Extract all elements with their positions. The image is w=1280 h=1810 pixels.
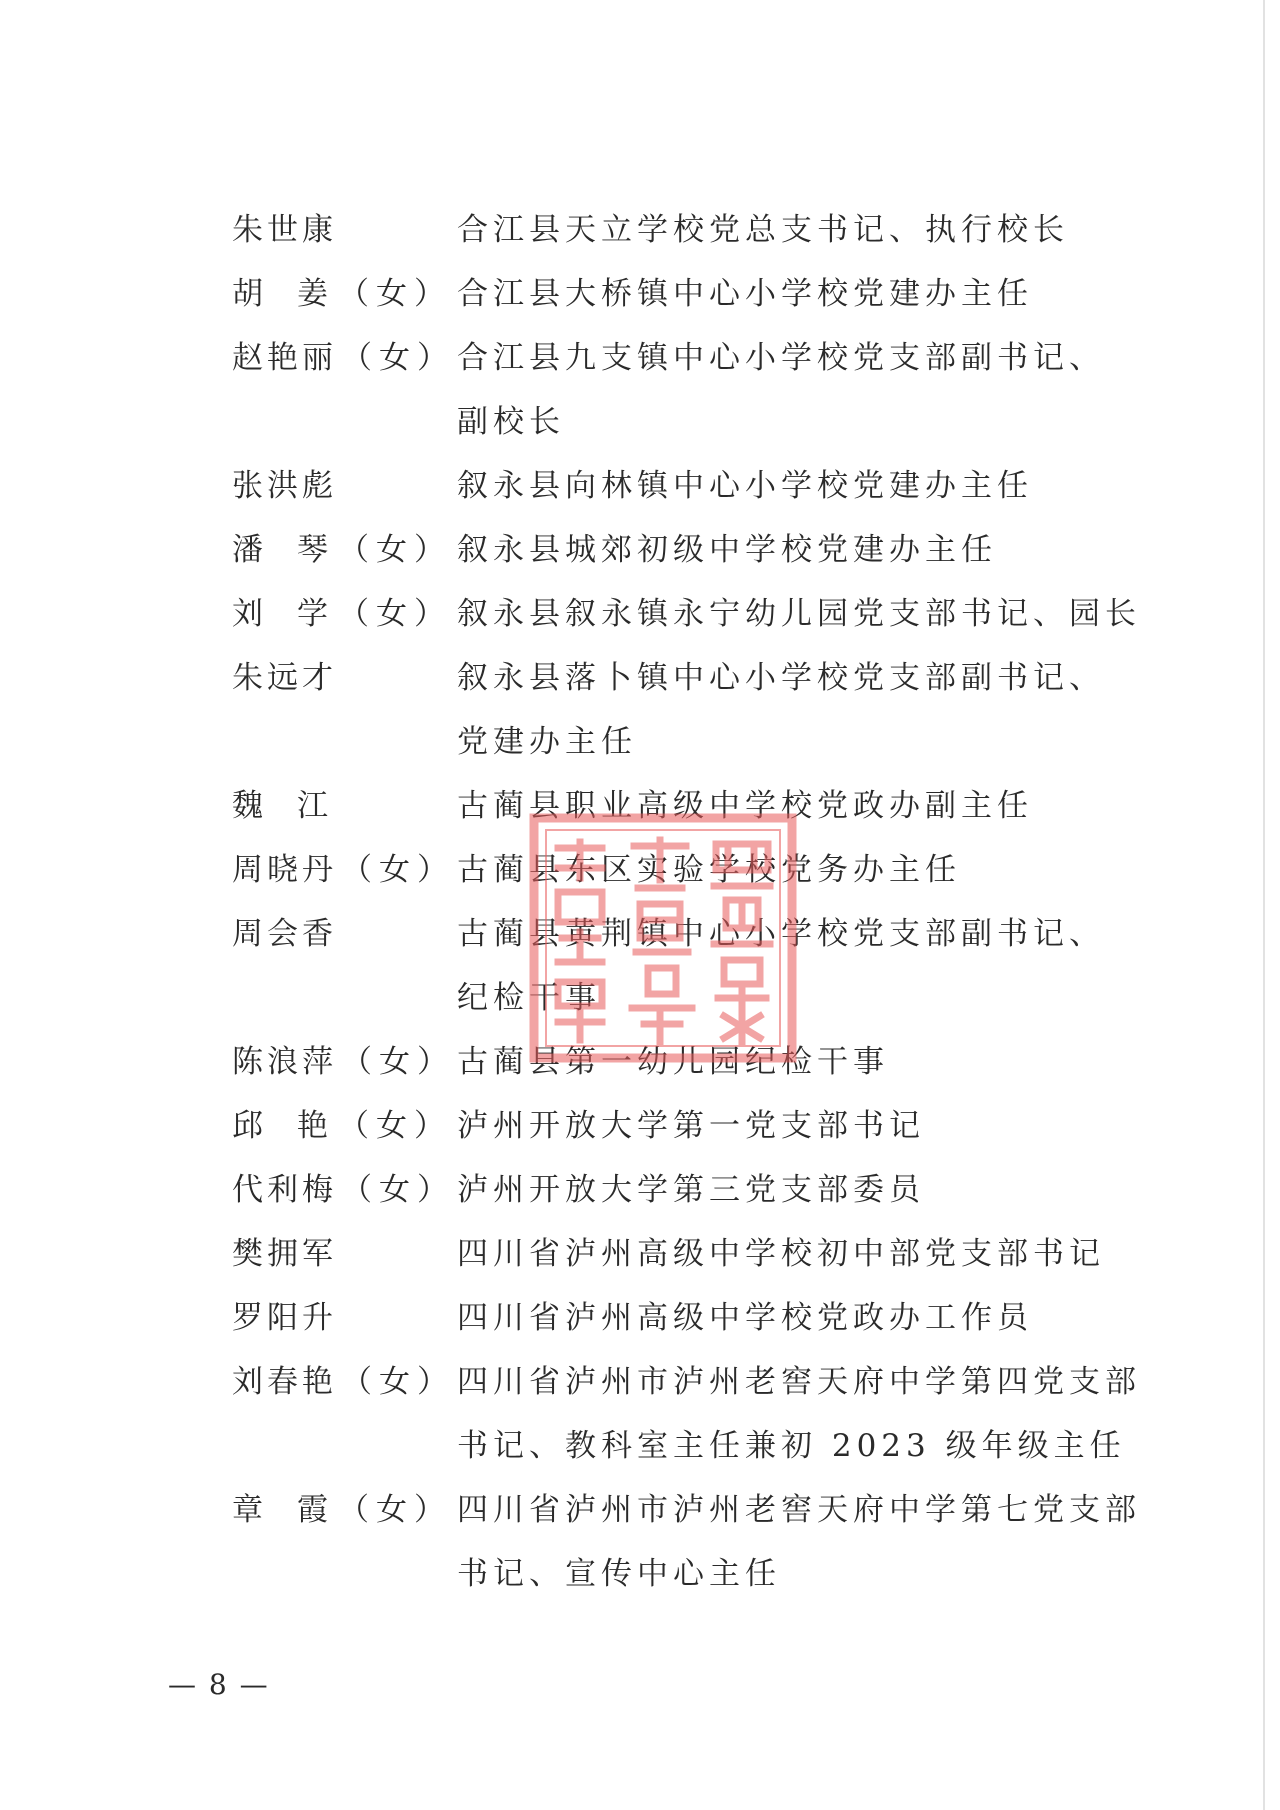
person-name-text: 刘 学	[232, 596, 328, 632]
position-title-line: 古蔺县职业高级中学校党政办副主任	[457, 788, 1033, 824]
position-title-line: 四川省泸州高级中学校党政办工作员	[457, 1300, 1033, 1336]
person-name	[232, 1222, 457, 1286]
page-number: — 8 —	[168, 1668, 270, 1701]
roster-entry	[232, 262, 1132, 326]
position-title-line: 书记、教科室主任兼初 2023 级年级主任	[457, 1428, 1126, 1464]
roster-entry	[232, 582, 1141, 646]
roster-entry	[232, 646, 1132, 774]
person-name-text: 樊拥军	[232, 1236, 337, 1272]
position-title	[457, 1286, 1132, 1350]
position-title	[457, 262, 1132, 326]
person-name-text: 代利梅	[232, 1172, 337, 1208]
person-name-text: 胡 姜	[232, 276, 328, 312]
position-title-line: 合江县九支镇中心小学校党支部副书记、	[457, 340, 1105, 376]
position-title-line: 四川省泸州市泸州老窖天府中学第七党支部	[457, 1492, 1141, 1528]
roster-entry	[232, 454, 1132, 518]
person-name	[232, 1158, 457, 1222]
position-title	[457, 1094, 1132, 1158]
position-title-line: 古蔺县东区实验学校党务办主任	[457, 852, 961, 888]
gender-note: （女）	[341, 852, 455, 888]
position-title-line: 合江县大桥镇中心小学校党建办主任	[457, 276, 1033, 312]
position-title-line: 书记、宣传中心主任	[457, 1556, 781, 1592]
person-name	[232, 518, 457, 582]
roster-entry	[232, 198, 1132, 262]
person-name-text: 赵艳丽	[232, 340, 337, 376]
position-title	[457, 518, 1132, 582]
person-name	[232, 1478, 457, 1542]
position-title	[457, 902, 1132, 1030]
position-title-line: 古蔺县黄荆镇中心小学校党支部副书记、	[457, 916, 1105, 952]
position-title	[457, 1030, 1132, 1094]
page-edge-line	[1263, 0, 1265, 1810]
person-name	[232, 582, 457, 646]
person-name	[232, 1350, 457, 1414]
person-name	[232, 1094, 457, 1158]
position-title-line: 叙永县城郊初级中学校党建办主任	[457, 532, 997, 568]
roster-entry	[232, 1094, 1132, 1158]
position-title	[457, 582, 1141, 646]
roster-entry	[232, 838, 1132, 902]
person-name	[232, 1286, 457, 1350]
person-name	[232, 262, 457, 326]
roster-entry	[232, 518, 1132, 582]
position-title	[457, 326, 1132, 454]
position-title-line: 泸州开放大学第一党支部书记	[457, 1108, 925, 1144]
roster-entry	[232, 1222, 1132, 1286]
position-title	[457, 1478, 1141, 1606]
roster-entry	[232, 326, 1132, 454]
gender-note: （女）	[341, 1364, 455, 1400]
position-title	[457, 1350, 1141, 1478]
position-title	[457, 774, 1132, 838]
person-name-text: 张洪彪	[232, 468, 337, 504]
position-title-line: 党建办主任	[457, 724, 637, 760]
person-name	[232, 454, 457, 518]
roster-entry	[232, 1158, 1132, 1222]
person-name-text: 章 霞	[232, 1492, 328, 1528]
position-title	[457, 454, 1132, 518]
person-name-text: 邱 艳	[232, 1108, 328, 1144]
position-title-line: 叙永县向林镇中心小学校党建办主任	[457, 468, 1033, 504]
roster-list	[232, 198, 1141, 1606]
position-title-line: 合江县天立学校党总支书记、执行校长	[457, 212, 1069, 248]
person-name	[232, 838, 457, 902]
person-name	[232, 326, 457, 390]
gender-note: （女）	[338, 596, 452, 632]
person-name	[232, 198, 457, 262]
position-title	[457, 646, 1132, 774]
position-title	[457, 1222, 1132, 1286]
person-name-text: 周会香	[232, 916, 337, 952]
person-name	[232, 774, 457, 838]
position-title-line: 古蔺县第一幼儿园纪检干事	[457, 1044, 889, 1080]
person-name-text: 魏 江	[232, 788, 328, 824]
person-name-text: 罗阳升	[232, 1300, 337, 1336]
person-name-text: 潘 琴	[232, 532, 328, 568]
gender-note: （女）	[341, 340, 455, 376]
gender-note: （女）	[338, 1492, 452, 1528]
roster-entry	[232, 1030, 1132, 1094]
person-name-text: 朱远才	[232, 660, 337, 696]
gender-note: （女）	[338, 276, 452, 312]
person-name-text: 刘春艳	[232, 1364, 337, 1400]
person-name	[232, 902, 457, 966]
person-name	[232, 646, 457, 710]
person-name-text: 朱世康	[232, 212, 337, 248]
position-title-line: 纪检干事	[457, 980, 601, 1016]
position-title-line: 副校长	[457, 404, 565, 440]
roster-entry	[232, 1286, 1132, 1350]
gender-note: （女）	[341, 1044, 455, 1080]
position-title-line: 四川省泸州市泸州老窖天府中学第四党支部	[457, 1364, 1141, 1400]
roster-entry	[232, 774, 1132, 838]
person-name-text: 周晓丹	[232, 852, 337, 888]
roster-entry	[232, 902, 1132, 1030]
person-name-text: 陈浪萍	[232, 1044, 337, 1080]
roster-entry	[232, 1350, 1141, 1478]
person-name	[232, 1030, 457, 1094]
position-title	[457, 838, 1132, 902]
position-title-line: 叙永县落卜镇中心小学校党支部副书记、	[457, 660, 1105, 696]
position-title	[457, 198, 1132, 262]
position-title	[457, 1158, 1132, 1222]
position-title-line: 叙永县叙永镇永宁幼儿园党支部书记、园长	[457, 596, 1141, 632]
gender-note: （女）	[338, 532, 452, 568]
roster-entry	[232, 1478, 1141, 1606]
position-title-line: 泸州开放大学第三党支部委员	[457, 1172, 925, 1208]
gender-note: （女）	[341, 1172, 455, 1208]
position-title-line: 四川省泸州高级中学校初中部党支部书记	[457, 1236, 1105, 1272]
gender-note: （女）	[338, 1108, 452, 1144]
